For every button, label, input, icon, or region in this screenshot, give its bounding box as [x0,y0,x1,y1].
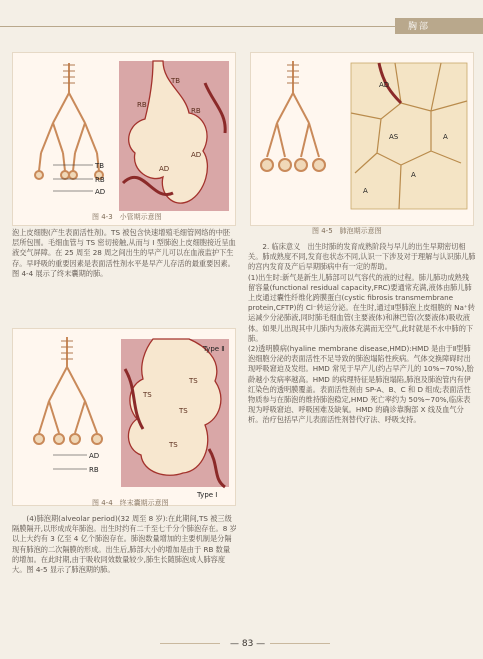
label-tb: TB [171,77,181,85]
label-ts-1: TS [189,377,198,385]
figure-4-5 [250,52,474,226]
terminal-sac-stage-illustration [13,329,235,505]
figure-4-3-caption: 图 4-3 小管期示意图 [92,213,162,221]
label-type1: Type Ⅰ [197,491,218,499]
label-tb-small: TB [95,162,105,170]
label-a-3: A [363,187,368,195]
label-ad-small: AD [95,188,106,196]
alveolar-stage-illustration [251,53,473,225]
label-ad-45: AD [379,81,390,89]
figure-4-4 [12,328,236,506]
airway-tree-large [261,61,325,171]
label-as: AS [389,133,399,141]
label-ts-4: TS [179,407,188,415]
page-number: — 83 — [230,639,266,649]
header-title: 胸部 [408,22,431,32]
page-number-rule-right [270,643,330,644]
canalicular-stage-illustration [13,53,235,225]
label-ad-center: AD [159,165,170,173]
label-a-2: A [443,133,448,141]
label-rb-small-44: RB [89,466,99,474]
alveolar-field [351,63,467,209]
figure-4-5-caption: 图 4-5 肺泡期示意图 [312,227,382,235]
left-paragraph-1: 泡上皮细胞(产生表面活性剂)。TS 被包含快速增殖毛细管网络的中胚层所包围。毛细血管与 TS 密切接触,从而与 I 型肺泡上皮细胞接近呈血液交气屏障。在 25 周至 28 周之间出生的早产儿可以在血液监护下生存。早呼吸的重要因素是表面活性剂水平是早产儿存活的最重要因素。图 4-4 展示了终末囊期的肺。 [12,228,236,278]
left-paragraph-2: (4)肺泡期(alveolar period)(32 周至 8 岁):在此期间,TS 被三级隔膜隔开,以形成成年肺泡。出生时约有二千至七千分个肺泡存在。8 岁以上大约有 3 亿至 4 亿个肺泡存在。肺泡数量增加的主要机制是分隔现有肺泡的二次隔膜的形成。出生后,肺部大小的增加是由于 RB 数量的增加。在此时期,由于吸收同效数量较少,肺生长随肺泡成人肺容度大。图 4-5 显示了肺泡期的肺。 [12,514,237,575]
label-rb-small: RB [95,176,105,184]
label-ad-right: AD [191,151,202,159]
label-rb-left: RB [137,101,147,109]
label-rb-right: RB [191,107,201,115]
label-ts-3: TS [169,441,178,449]
label-ts-2: TS [143,391,152,399]
figure-4-3 [12,52,236,226]
airway-tree-medium [34,337,102,444]
label-type2: Type Ⅱ [203,345,225,353]
figure-4-4-caption: 图 4-4 终末囊期示意图 [92,499,169,507]
airway-tree-small [35,63,103,179]
label-ad-small-44: AD [89,452,100,460]
label-a-1: A [411,171,416,179]
page-number-rule-left [160,643,220,644]
right-text-column: 2. 临床意义 出生时肺的发育成熟阶段与早儿的出生早期密切相关。肺成熟度不同,发育也状态不同,认识一下涉及对于理解与认识肺儿肺的宫内发育及产后早期肺病中有一定的帮助。 (1)出生时:新气是新生儿肺部可以气容代的液的过程。肺儿肺功成熟残留容量(functional residual capacity,FRC)要通常充满,液体由肺儿肺上皮通过囊性纤维化跨膜蛋白(cystic fibrosis transmembrane protein,CFTP)的 Cl⁻转运分泌。在生时,通过Ⅱ型肺泡上皮细胞的 Na⁺转运减少分泌肺液,同时肺毛细血管(主要液体)和淋巴管(次要液体)吸收液体。如果儿出现其中儿肺内为液体充满而无空气,此时就是不水中肺的下肺。 (2)透明膜病(hyaline membrane disease,HMD):HMD 是由于Ⅱ型肺泡细胞分泌的表面活性不足导致的肺泡塌陷性疾病。气体交换障碍时出现呼吸窘迫及发绀。HMD 常见于早产儿(约占早产儿的 10%~70%),胎龄越小发病率越高。HMD 的病理特征是肺泡塌陷,肺泡及肺泡管内有伊红染色的透明膜覆盖。表面活性剂由 SP-A、B、C 和 D 组成;表面活性物质参与在肺泡的维持肺泡稳定,HMD 死亡率约为 50%~70%,临床表现为呼吸窘迫、呼吸困难及缺氧。HMD 的确诊靠胸部 X 线及血气分析。治疗包括早产儿表面活性剂替代疗法、呼吸支持。 [248,242,476,425]
